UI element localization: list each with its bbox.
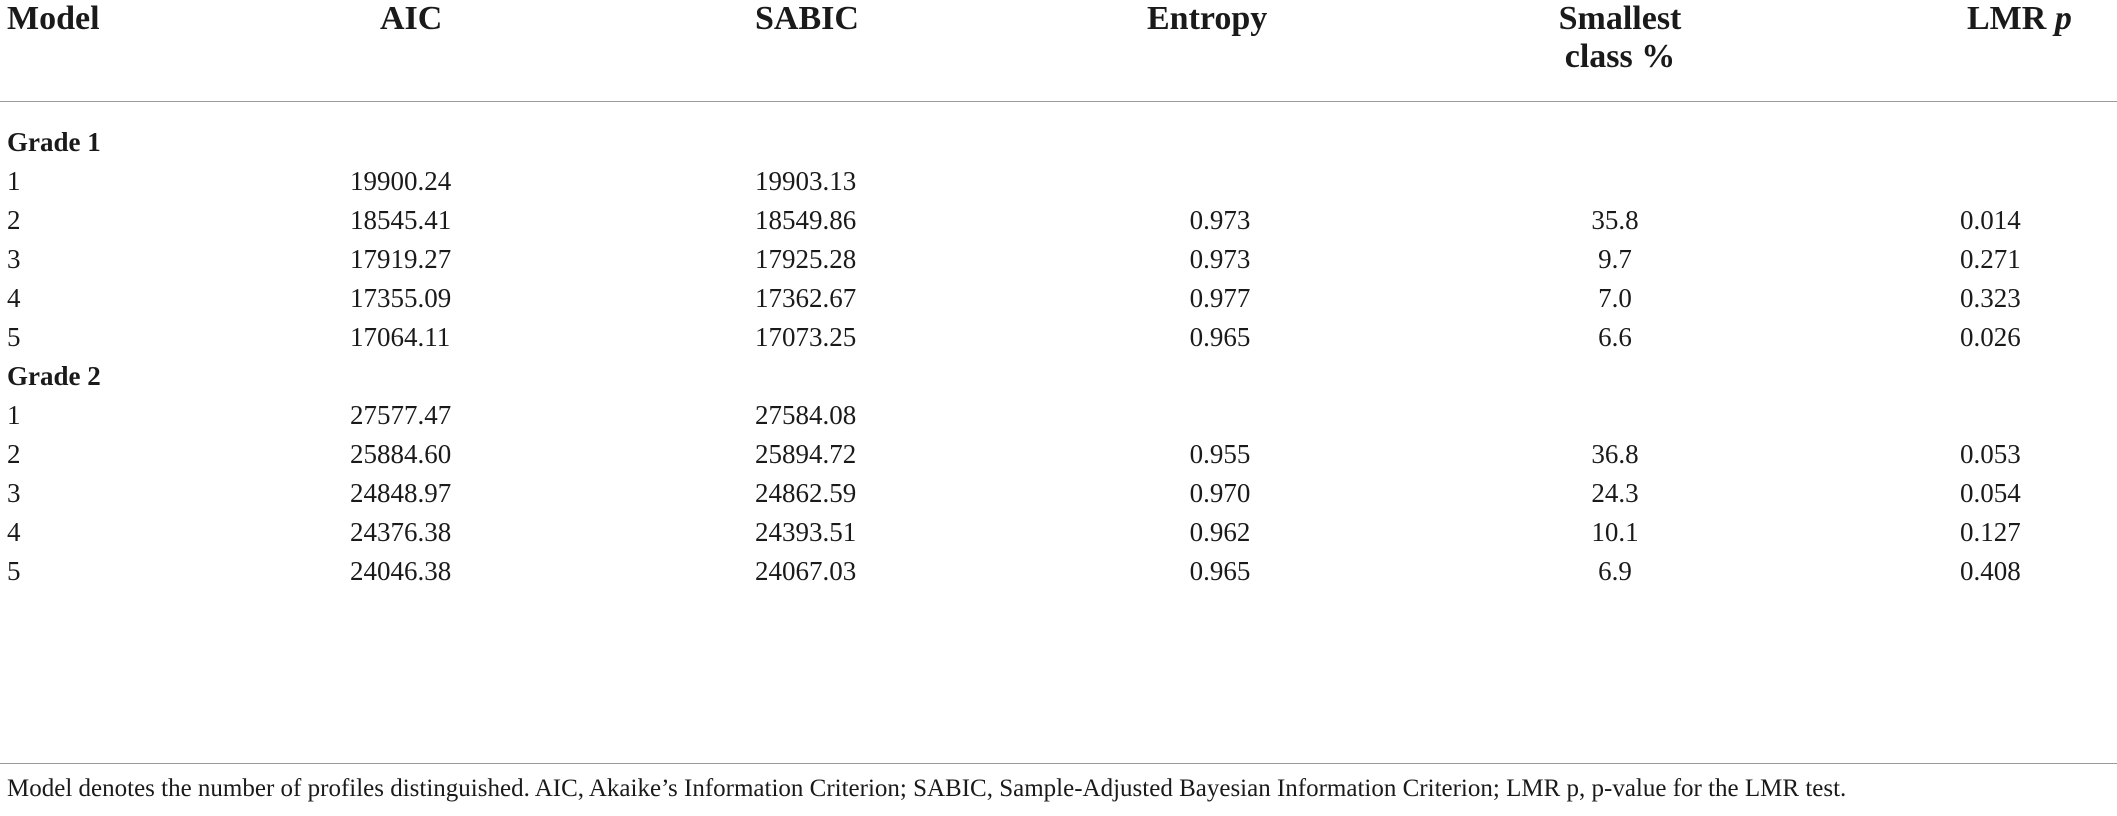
cell-sabic: 24862.59 bbox=[755, 478, 857, 508]
cell-entropy: 0.965 bbox=[1189, 556, 1251, 586]
cell-sabic: 24067.03 bbox=[755, 556, 857, 586]
cell-entropy: 0.965 bbox=[1189, 322, 1251, 352]
cell-model: 2 bbox=[7, 205, 21, 235]
cell-lmr: 0.053 bbox=[1960, 439, 2021, 469]
group-label: Grade 2 bbox=[7, 361, 101, 391]
cell-aic: 17919.27 bbox=[350, 244, 452, 274]
cell-smallest: 36.8 bbox=[1591, 439, 1639, 469]
cell-lmr: 0.054 bbox=[1960, 478, 2021, 508]
cell-aic: 25884.60 bbox=[350, 439, 452, 469]
cell-aic: 24376.38 bbox=[350, 517, 452, 547]
cell-aic: 27577.47 bbox=[350, 400, 452, 430]
header-smallest-line2: class % bbox=[1564, 38, 1676, 75]
group-label: Grade 1 bbox=[7, 127, 101, 157]
cell-model: 4 bbox=[7, 517, 21, 547]
cell-sabic: 19903.13 bbox=[755, 166, 857, 196]
table-row bbox=[0, 311, 2117, 363]
cell-entropy: 0.977 bbox=[1189, 283, 1251, 313]
cell-lmr: 0.014 bbox=[1960, 205, 2021, 235]
header-smallest-line1: Smallest bbox=[1558, 0, 1682, 37]
cell-lmr: 0.026 bbox=[1960, 322, 2021, 352]
header-rule bbox=[0, 101, 2117, 102]
cell-entropy: 0.962 bbox=[1189, 517, 1251, 547]
cell-aic: 18545.41 bbox=[350, 205, 452, 235]
cell-aic: 17064.11 bbox=[350, 322, 451, 352]
table-footnote: Model denotes the number of profiles distinguished. AIC, Akaike’s Information Criterion; SABIC, Sample-Adjusted Bayesian Information Criterion; LMR p, p-value for the LMR test. bbox=[7, 775, 1847, 802]
header-lmr-label: LMR bbox=[1967, 0, 2047, 37]
header-lmr-p: p bbox=[2054, 0, 2072, 37]
header-sabic: SABIC bbox=[755, 0, 859, 37]
cell-sabic: 18549.86 bbox=[755, 205, 857, 235]
cell-model: 5 bbox=[7, 322, 21, 352]
cell-lmr: 0.127 bbox=[1960, 517, 2021, 547]
cell-sabic: 17925.28 bbox=[755, 244, 857, 274]
cell-aic: 19900.24 bbox=[350, 166, 452, 196]
cell-smallest: 6.9 bbox=[1598, 556, 1632, 586]
cell-lmr: 0.271 bbox=[1960, 244, 2021, 274]
cell-smallest: 10.1 bbox=[1591, 517, 1639, 547]
cell-sabic: 17073.25 bbox=[755, 322, 857, 352]
cell-sabic: 17362.67 bbox=[755, 283, 857, 313]
cell-smallest: 24.3 bbox=[1591, 478, 1639, 508]
cell-model: 1 bbox=[7, 166, 21, 196]
cell-model: 1 bbox=[7, 400, 21, 430]
cell-lmr: 0.323 bbox=[1960, 283, 2021, 313]
header-lmr bbox=[1967, 0, 2072, 38]
cell-sabic: 27584.08 bbox=[755, 400, 857, 430]
cell-model: 2 bbox=[7, 439, 21, 469]
cell-model: 5 bbox=[7, 556, 21, 586]
cell-lmr: 0.408 bbox=[1960, 556, 2021, 586]
cell-smallest: 9.7 bbox=[1598, 244, 1632, 274]
cell-model: 4 bbox=[7, 283, 21, 313]
cell-model: 3 bbox=[7, 244, 21, 274]
cell-aic: 24848.97 bbox=[350, 478, 452, 508]
header-aic: AIC bbox=[380, 0, 443, 37]
cell-entropy: 0.973 bbox=[1189, 205, 1251, 235]
table-row bbox=[0, 545, 2117, 597]
cell-smallest: 6.6 bbox=[1598, 322, 1632, 352]
cell-entropy: 0.973 bbox=[1189, 244, 1251, 274]
cell-smallest: 7.0 bbox=[1598, 283, 1632, 313]
cell-smallest: 35.8 bbox=[1591, 205, 1639, 235]
table-header bbox=[0, 0, 2117, 104]
cell-entropy: 0.955 bbox=[1189, 439, 1251, 469]
header-model: Model bbox=[7, 0, 100, 37]
cell-model: 3 bbox=[7, 478, 21, 508]
cell-sabic: 25894.72 bbox=[755, 439, 857, 469]
header-smallest-class bbox=[1545, 0, 1695, 76]
bottom-rule bbox=[0, 763, 2117, 764]
cell-sabic: 24393.51 bbox=[755, 517, 857, 547]
cell-entropy: 0.970 bbox=[1189, 478, 1251, 508]
header-entropy: Entropy bbox=[1147, 0, 1268, 37]
cell-aic: 17355.09 bbox=[350, 283, 452, 313]
cell-aic: 24046.38 bbox=[350, 556, 452, 586]
